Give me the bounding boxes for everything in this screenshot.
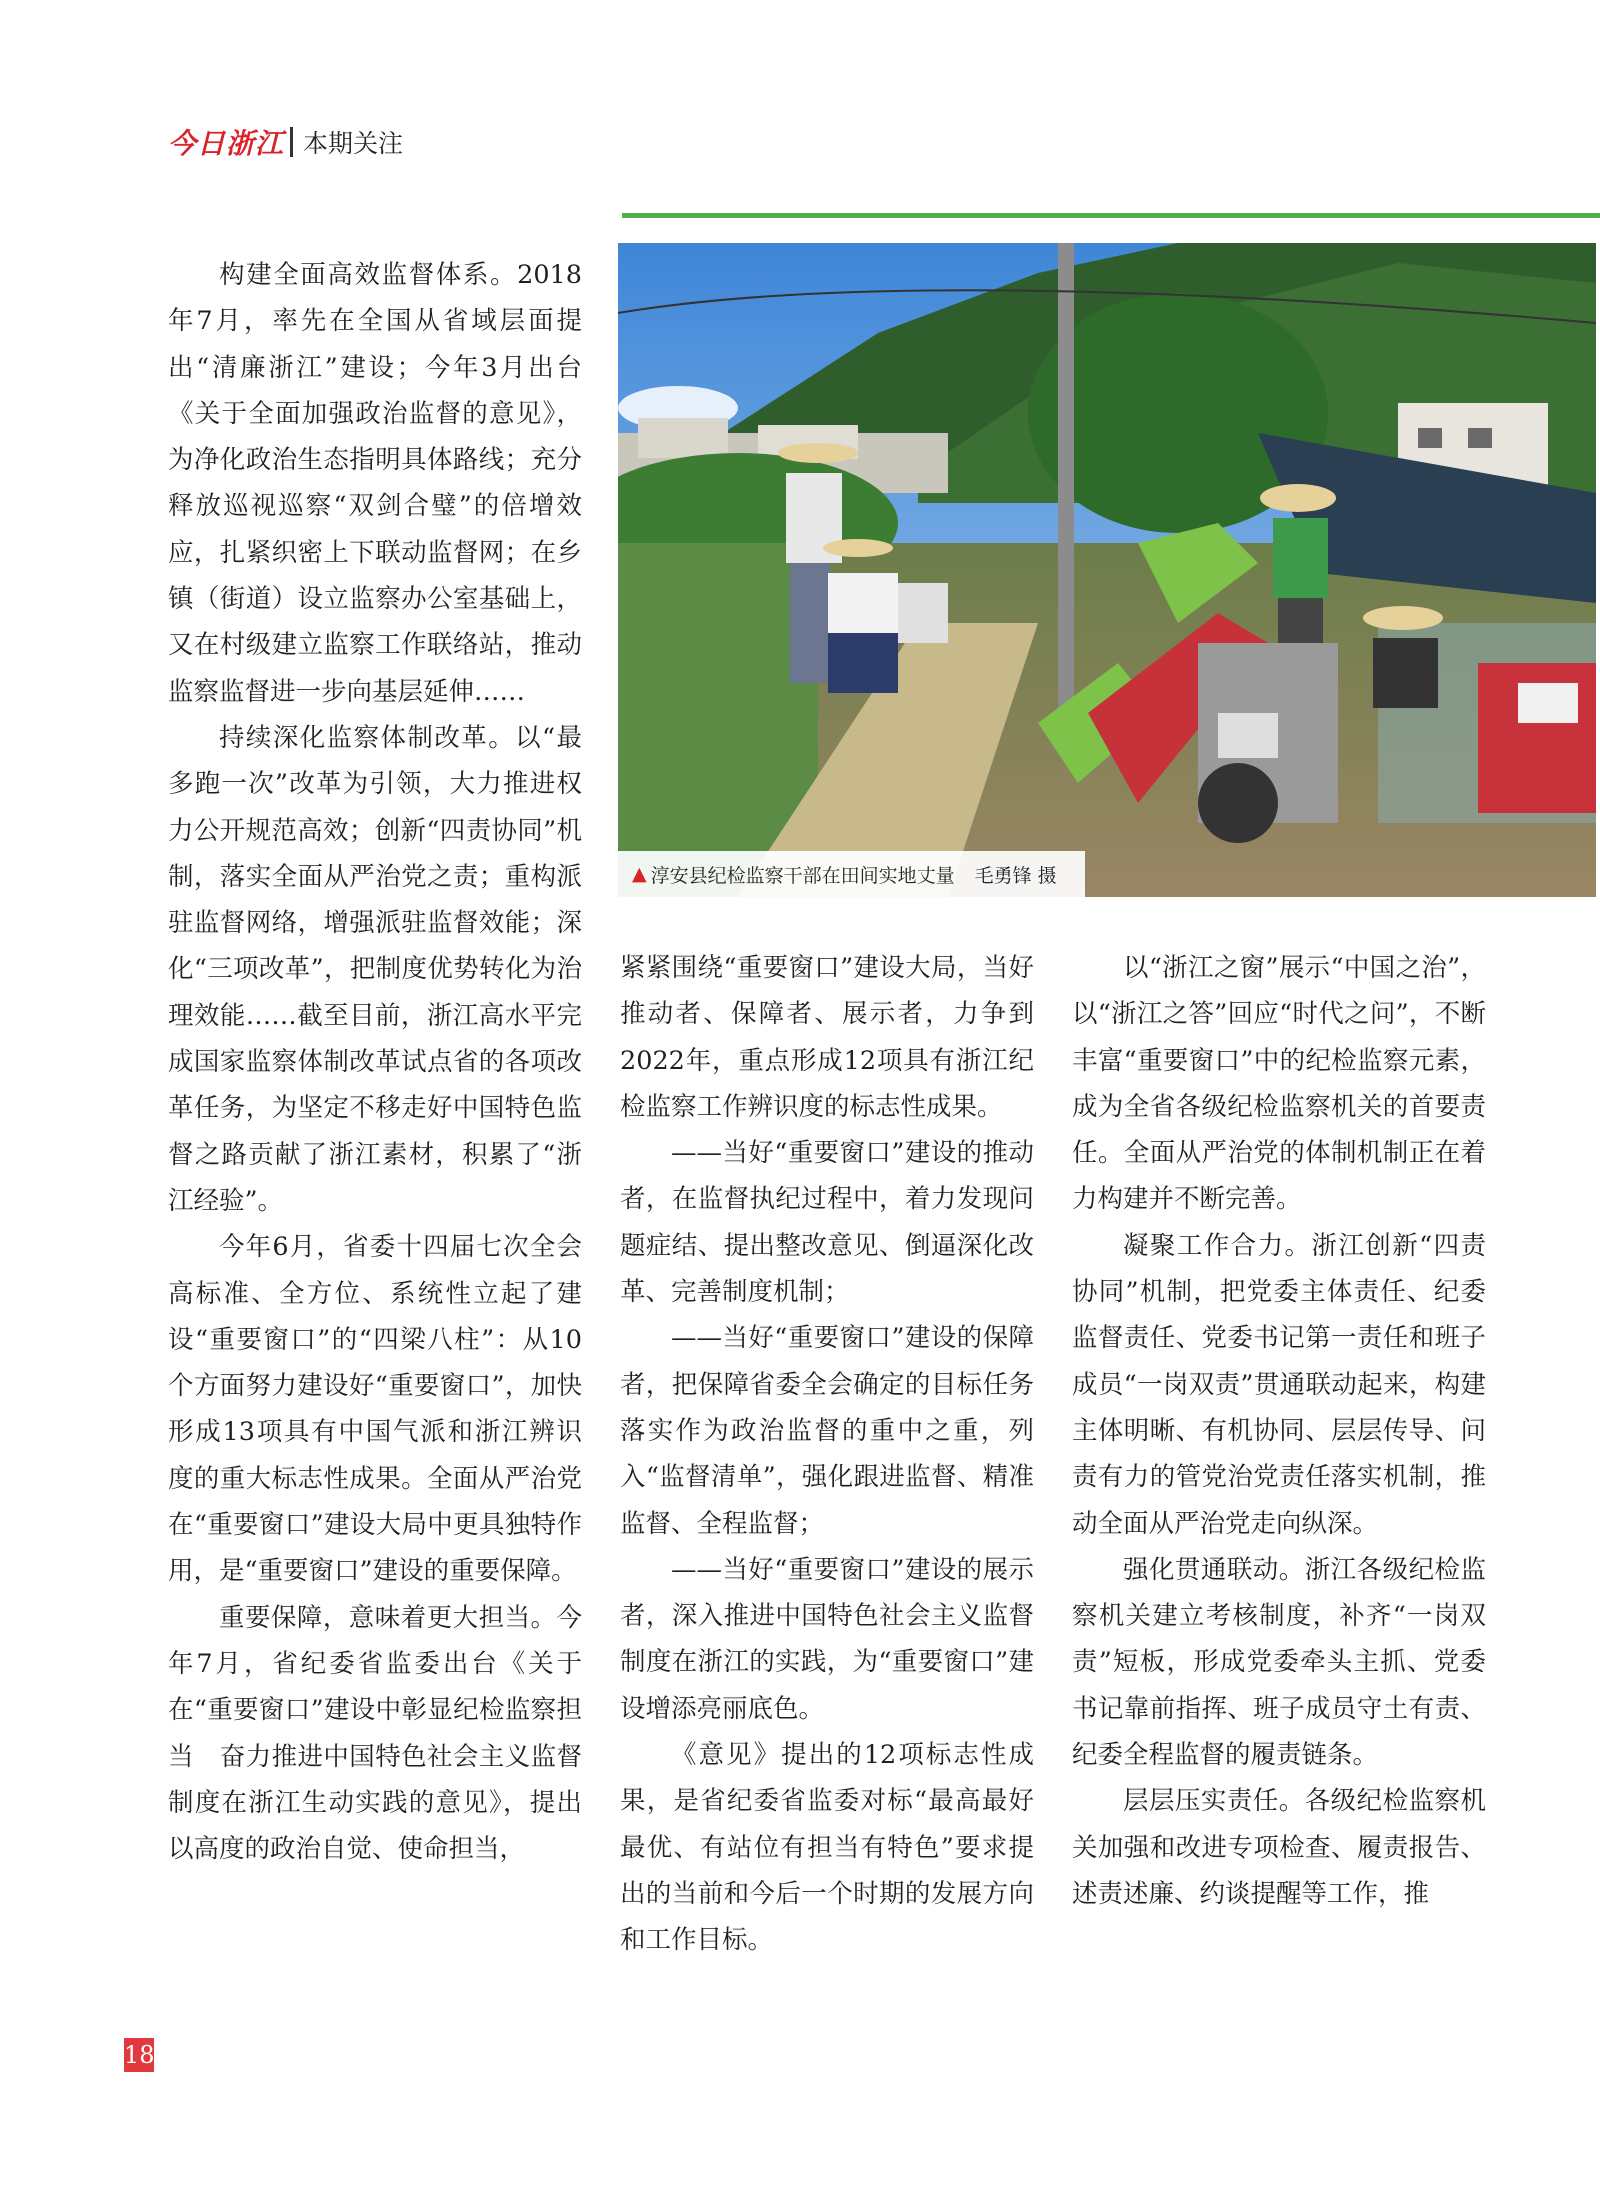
text-column-2 <box>620 945 1034 1964</box>
rice-field-photo <box>618 243 1596 897</box>
header-divider <box>290 127 293 157</box>
page-number: 18 <box>124 2038 154 2072</box>
section-title: 本期关注 <box>303 129 404 158</box>
paragraph-continued: 紧紧围绕“重要窗口”建设大局，当好推动者、保障者、展示者，力争到2022年，重点形成12项具有浙江纪检监察工作辨识度的标志性成果。 <box>620 953 1034 1122</box>
paragraph: ——当好“重要窗口”建设的展示者，深入推进中国特色社会主义监督制度在浙江的实践，为“重要窗口”建设增添亮丽底色。 <box>620 1554 1034 1724</box>
paragraph: 层层压实责任。各级纪检监察机关加强和改进专项检查、履责报告、述责述廉、约谈提醒等工作，推 <box>1072 1786 1486 1909</box>
paragraph: 《意见》提出的12项标志性成果，是省纪委省监委对标“最高最好最优、有站位有担当有特色”要求提出的当前和今后一个时期的发展方向和工作目标。 <box>620 1740 1034 1956</box>
paragraph: ——当好“重要窗口”建设的保障者，把保障省委全会确定的目标任务落实作为政治监督的重中之重，列入“监督清单”，强化跟进监督、精准监督、全程监督； <box>620 1323 1034 1539</box>
paragraph: 重要保障，意味着更大担当。今年7月，省纪委省监委出台《关于在“重要窗口”建设中彰显纪检监察担当 奋力推进中国特色社会主义监督制度在浙江生动实践的意见》，提出以高度的政治自觉、使命担当， <box>168 1602 582 1865</box>
paragraph: 凝聚工作合力。浙江创新“四责协同”机制，把党委主体责任、纪委监督责任、党委书记第一责任和班子成员“一岗双责”贯通联动起来，构建主体明晰、有机协同、层层传导、问责有力的管党治党责任落实机制，推动全面从严治党走向纵深。 <box>1072 1230 1486 1539</box>
magazine-logo: 今日浙江 <box>168 127 285 160</box>
caption-triangle-icon: ▲ <box>632 863 647 885</box>
article-photo <box>618 243 1596 897</box>
caption-text: 淳安县纪检监察干部在田间实地丈量 <box>650 864 955 887</box>
paragraph: 持续深化监察体制改革。以“最多跑一次”改革为引领，大力推进权力公开规范高效；创新“四责协同”机制，落实全面从严治党之责；重构派驻监督网络，增强派驻监督效能；深化“三项改革”，把制度优势转化为治理效能……截至目前，浙江高水平完成国家监察体制改革试点省的各项改革任务，为坚定不移走好中国特色监督之路贡献了浙江素材，积累了“浙江经验”。 <box>168 722 582 1216</box>
photo-caption <box>618 851 1085 897</box>
header-rule <box>622 213 1600 218</box>
paragraph: ——当好“重要窗口”建设的推动者，在监督执纪过程中，着力发现问题症结、提出整改意见、倒逼深化改革、完善制度机制； <box>620 1138 1034 1308</box>
photo-credit: 毛勇锋 摄 <box>974 864 1057 887</box>
text-column-3 <box>1072 945 1486 1917</box>
text-column-1 <box>168 252 582 1872</box>
paragraph: 强化贯通联动。浙江各级纪检监察机关建立考核制度，补齐“一岗双责”短板，形成党委牵头主抓、党委书记靠前指挥、班子成员守土有责、纪委全程监督的履责链条。 <box>1072 1554 1486 1771</box>
paragraph: 今年6月，省委十四届七次全会高标准、全方位、系统性立起了建设“重要窗口”的“四梁八柱”：从10个方面努力建设好“重要窗口”，加快形成13项具有中国气派和浙江辨识度的重大标志性成果。全面从严治党在“重要窗口”建设大局中更具独特作用，是“重要窗口”建设的重要保障。 <box>168 1232 582 1587</box>
page-header <box>168 122 403 162</box>
paragraph: 以“浙江之窗”展示“中国之治”，以“浙江之答”回应“时代之问”，不断丰富“重要窗口”中的纪检监察元素，成为全省各级纪检监察机关的首要责任。全面从严治党的体制机制正在着力构建并不断完善。 <box>1072 953 1486 1215</box>
paragraph: 构建全面高效监督体系。2018年7月，率先在全国从省域层面提出“清廉浙江”建设；今年3月出台《关于全面加强政治监督的意见》，为净化政治生态指明具体路线；充分释放巡视巡察“双剑合璧”的倍增效应，扎紧织密上下联动监督网；在乡镇（街道）设立监察办公室基础上，又在村级建立监察工作联络站，推动监察监督进一步向基层延伸…… <box>168 260 582 707</box>
